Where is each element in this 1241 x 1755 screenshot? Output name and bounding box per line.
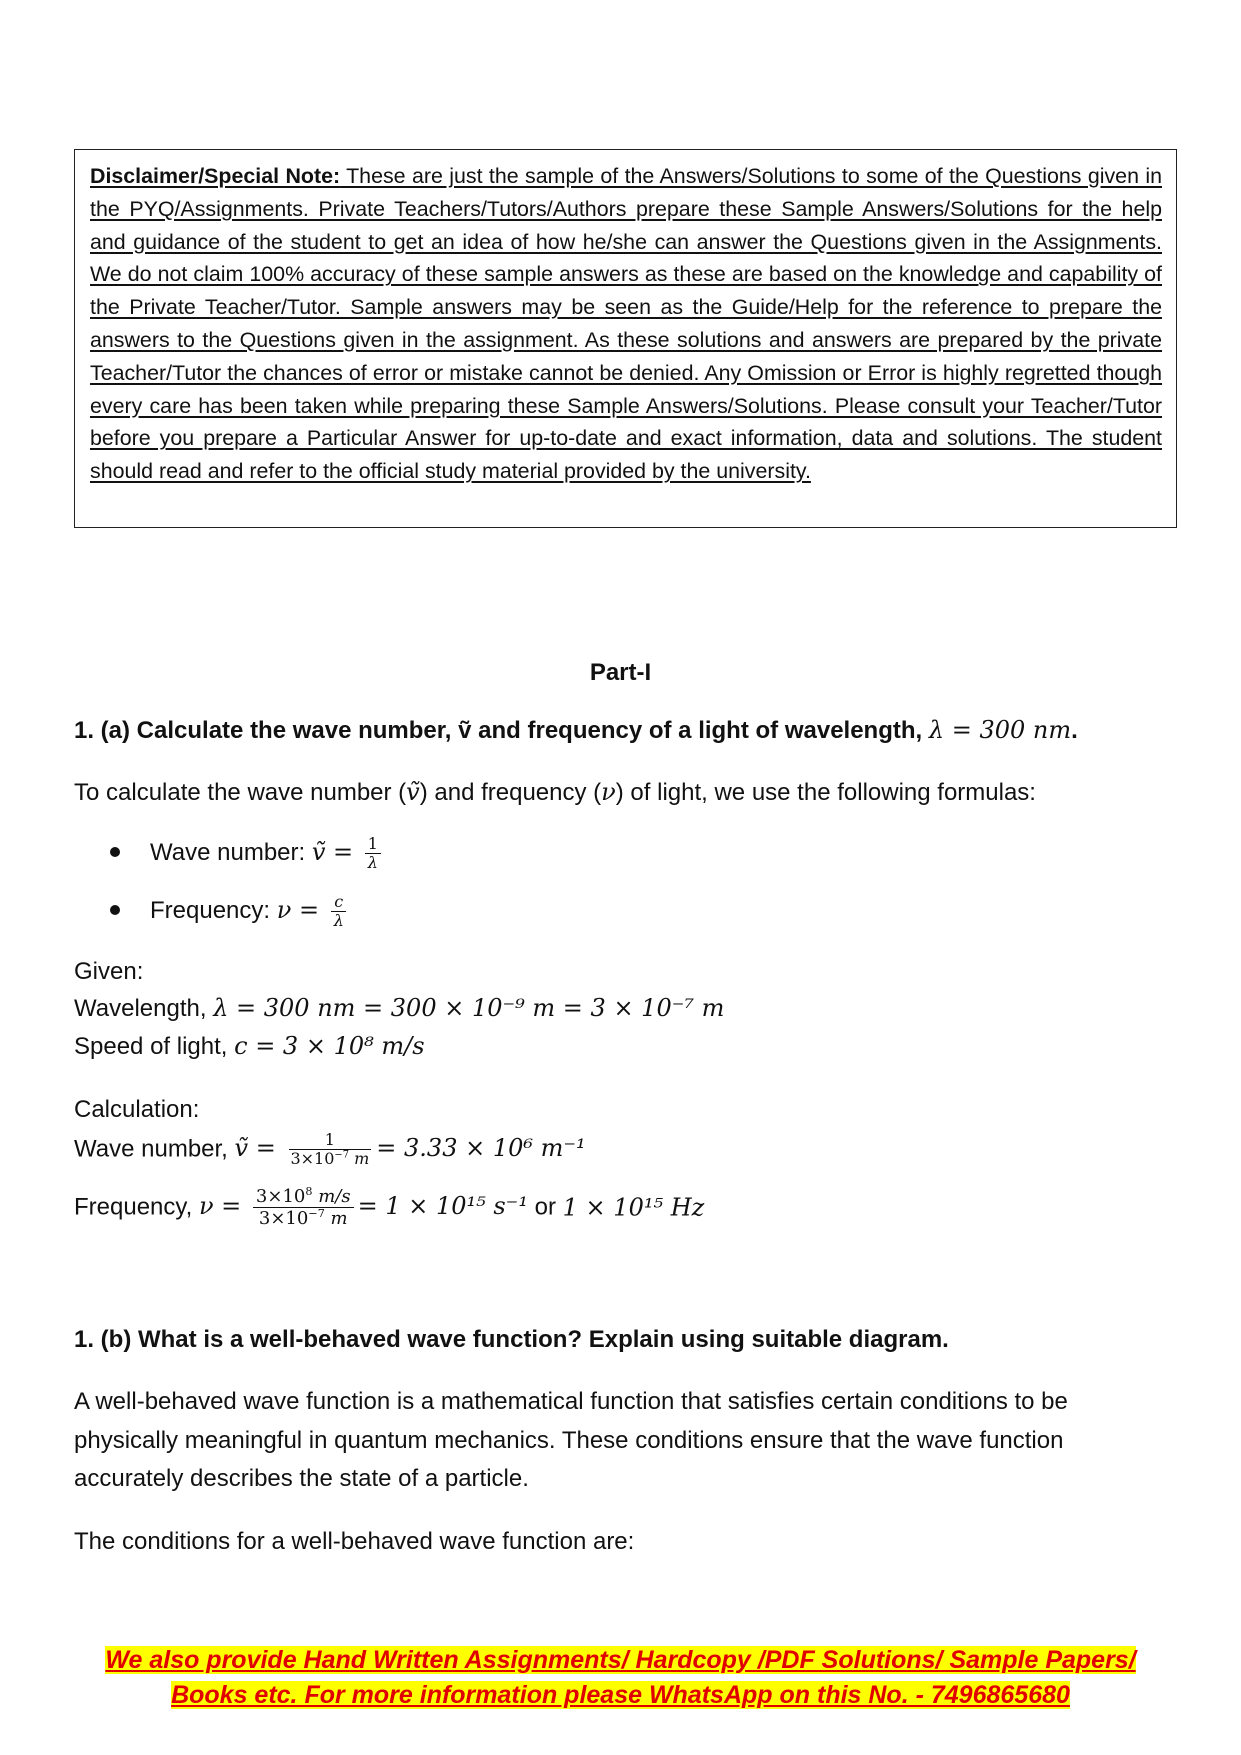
bullet-wave-label: Wave number: <box>150 839 312 867</box>
given-speed <box>74 1032 425 1061</box>
intro-symbol-frequency: ν <box>601 778 616 806</box>
intro-part-3: ) of light, we use the following formulas: <box>615 779 1036 806</box>
fraction-c-over-lambda: $\frac{c}{\lambda}$ <box>331 894 347 929</box>
fraction-wave-number: $\frac{1}{3\times 10^{-7} m}$ <box>290 1130 370 1168</box>
part-title: Part-I <box>589 659 652 686</box>
disclaimer-lead: Disclaimer/Special Note: <box>90 164 341 188</box>
wave-number-result: = 3.33 × 10⁶ m⁻¹ <box>376 1134 586 1163</box>
disclaimer-text <box>90 160 1162 488</box>
question-1a-math: λ = 300 nm <box>928 716 1072 744</box>
fraction-frequency: $\frac{3\times 10^8 m/s}{3\times 10^{-7} m}$ <box>253 1186 354 1229</box>
disclaimer-box <box>74 149 1177 528</box>
wavelength-expression: λ = 300 nm = 300 × 10⁻⁹ m = 3 × 10⁻⁷ m <box>213 994 725 1022</box>
speed-expression: c = 3 × 10⁸ m/s <box>234 1032 425 1060</box>
frequency-or: or <box>527 1193 563 1221</box>
question-1a-title <box>74 716 1078 745</box>
frequency-calc: ν = $\frac{3\times 10^8 m/s}{3\times 10^{-7} m}$ = 1 × 10¹⁵ s⁻¹ <box>198 1185 528 1229</box>
calc-frequency <box>74 1186 704 1229</box>
footer-line-2: Books etc. For more information please WhatsApp on this No. - 7496865680 <box>171 1680 1070 1709</box>
intro-part-1: To calculate the wave number ( <box>74 779 407 806</box>
bullet-dot <box>110 847 120 857</box>
bullet-frequency-label: Frequency: <box>150 897 277 925</box>
calc-wave-number <box>74 1132 586 1167</box>
wave-number-formula: ṽ = $\frac{1}{\lambda}$ <box>312 838 385 866</box>
bullet-frequency <box>110 894 351 929</box>
question-1a-text: 1. (a) Calculate the wave number, ṽ and frequency of a light of wavelength, <box>74 717 929 744</box>
conditions-intro: The conditions for a well-behaved wave function are: <box>74 1528 635 1555</box>
given-label: Given: <box>74 958 144 985</box>
question-1b-paragraph: A well-behaved wave function is a mathematical function that satisfies certain conditions to be physically meaningful in quantum mechanics. These conditions ensure that the wave function accurately describes the state of a particle. <box>74 1388 1068 1492</box>
intro-symbol-wavenumber: ṽ <box>406 778 420 806</box>
speed-label: Speed of light, <box>74 1033 235 1060</box>
intro-line <box>74 778 1036 807</box>
disclaimer-body: These are just the sample of the Answers/Solutions to some of the Questions given in the PYQ/Assignments. Private Teachers/Tutors/Authors prepare these Sample Answers/Solutions for the help and guidance of the student to get an idea of how he/she can answer the Questions given in the Assignments. We do not claim 100% accuracy of these sample answers as these are based on the knowledge and capability of the Private Teacher/Tutor. Sample answers may be seen as the Guide/Help for the reference to prepare the answers to the Questions given in the assignment. As these solutions and answers are prepared by the private Teacher/Tutor the chances of error or mistake cannot be denied. Any Omission or Error is highly regretted though every care has been taken while preparing these Sample Answers/Solutions. Please consult your Teacher/Tutor before you prepare a Particular Answer for up-to-date and exact information, data and solutions. The student should read and refer to the official study material provided by the university. <box>90 164 1162 484</box>
question-1a-end: . <box>1071 717 1078 744</box>
question-1b-title: 1. (b) What is a well-behaved wave function? Explain using suitable diagram. <box>74 1326 949 1353</box>
frequency-result-hz: 1 × 10¹⁵ Hz <box>562 1193 705 1222</box>
given-wavelength <box>74 994 724 1023</box>
footer-line-1: We also provide Hand Written Assignments/ Hardcopy /PDF Solutions/ Sample Papers/ <box>105 1646 1136 1674</box>
intro-part-2: ) and frequency ( <box>419 779 602 806</box>
fraction-1-over-lambda: $\frac{1}{\lambda}$ <box>365 836 381 871</box>
frequency-label: Frequency, <box>74 1193 199 1221</box>
footer-advert <box>0 1643 1241 1712</box>
frequency-result: = 1 × 10¹⁵ s⁻¹ <box>357 1191 528 1220</box>
frequency-formula: ν = $\frac{c}{\lambda}$ <box>277 896 351 924</box>
calculation-label: Calculation: <box>74 1096 200 1123</box>
bullet-dot <box>110 905 120 915</box>
wave-number-calc: ṽ = $\frac{1}{3\times 10^{-7} m}$ = 3.33 × 10⁶ m⁻¹ <box>234 1130 586 1168</box>
bullet-wave-number <box>110 836 385 871</box>
wave-number-label: Wave number, <box>74 1135 235 1163</box>
wavelength-label: Wavelength, <box>74 995 214 1022</box>
